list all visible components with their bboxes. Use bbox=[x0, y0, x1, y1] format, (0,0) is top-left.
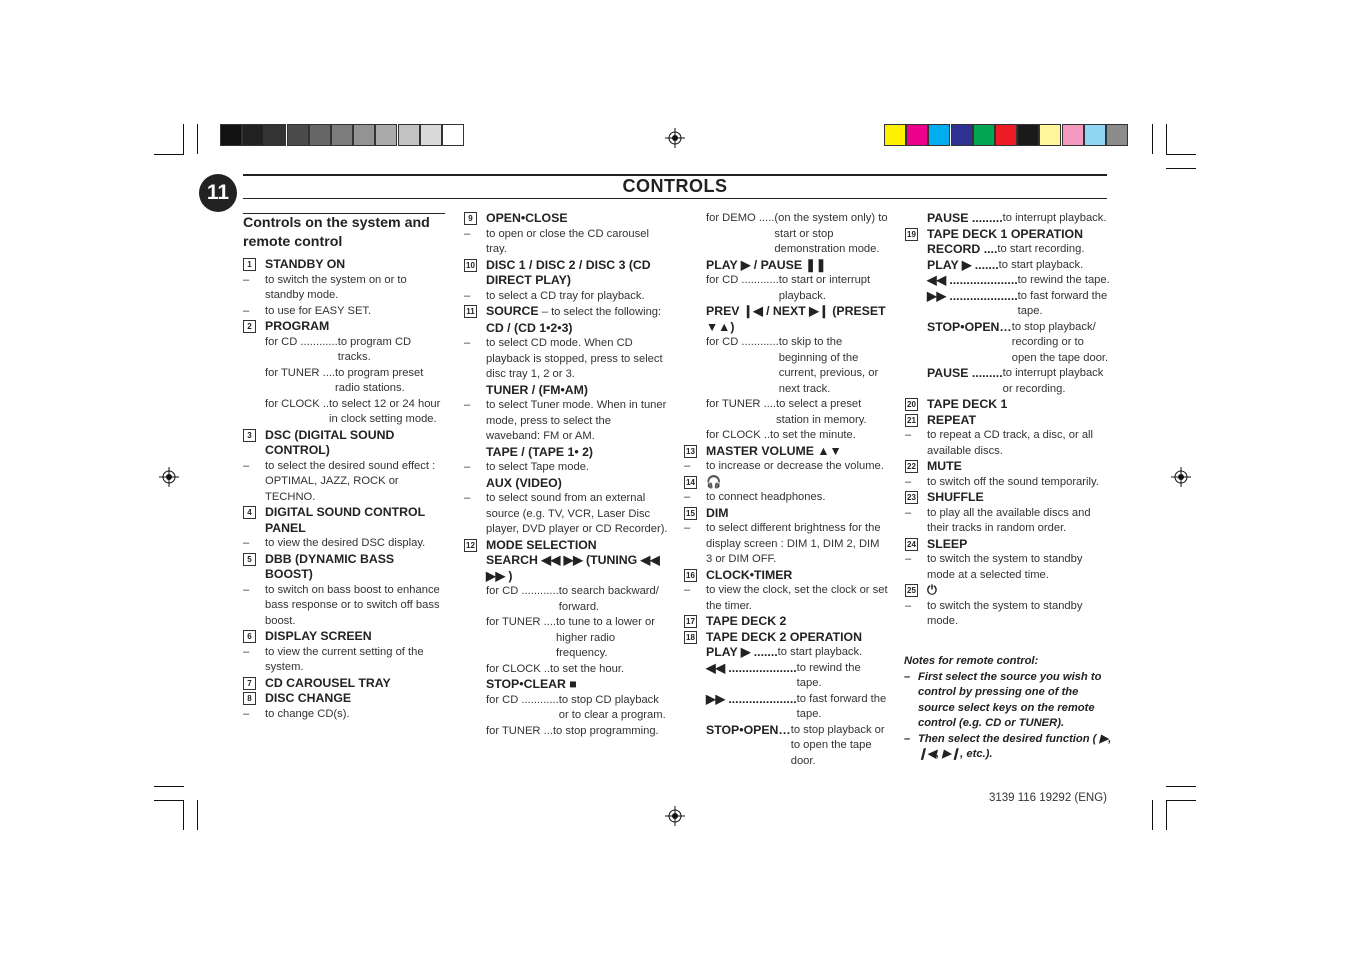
color-swatch bbox=[398, 124, 420, 146]
item-description: – to select CD mode. When CD playback is stopped, press to select disc tray 1, 2 or 3. bbox=[464, 336, 668, 383]
function-row bbox=[684, 428, 888, 444]
control-item bbox=[905, 583, 1110, 599]
item-number: 14 bbox=[684, 476, 697, 489]
control-item bbox=[905, 227, 1110, 243]
color-swatch bbox=[331, 124, 353, 146]
sub-item-label: PLAY ▶ / PAUSE ❚❚ bbox=[706, 257, 827, 272]
item-number: 24 bbox=[905, 538, 918, 551]
function-description: to start playback. bbox=[998, 258, 1084, 271]
function-description: to stop CD playback or to clear a program. bbox=[558, 693, 666, 721]
function-row bbox=[905, 289, 1110, 320]
color-swatch bbox=[906, 124, 928, 146]
function-description: to start recording. bbox=[997, 243, 1085, 255]
control-item bbox=[464, 211, 668, 227]
function-key: for TUNER ... bbox=[486, 724, 553, 737]
function-key: for CD ............ bbox=[706, 274, 779, 286]
function-row bbox=[905, 366, 1110, 397]
function-description: to interrupt playback or recording. bbox=[1002, 367, 1104, 395]
function-description: to program CD tracks. bbox=[337, 335, 412, 363]
sub-item-label: TUNER / (FM•AM) bbox=[486, 382, 588, 397]
function-key: for CD ............ bbox=[265, 335, 338, 348]
color-swatch bbox=[220, 124, 242, 146]
function-description: to rewind the tape. bbox=[1017, 274, 1110, 286]
item-number: 8 bbox=[243, 692, 256, 705]
color-swatch bbox=[884, 124, 906, 146]
item-label: DISC CHANGE bbox=[265, 691, 352, 705]
function-key: for CD ............ bbox=[706, 336, 779, 348]
item-label: REPEAT bbox=[927, 412, 976, 427]
function-key: ◀◀ .................... bbox=[706, 660, 797, 675]
item-number: 5 bbox=[243, 553, 256, 566]
control-item bbox=[684, 614, 888, 630]
control-item bbox=[905, 397, 1110, 413]
item-label: DISPLAY SCREEN bbox=[265, 629, 372, 643]
item-number: 3 bbox=[243, 429, 256, 442]
crop-mark bbox=[1166, 786, 1196, 787]
function-description: to start playback. bbox=[777, 646, 863, 658]
function-row bbox=[684, 211, 888, 258]
crop-mark bbox=[183, 800, 184, 830]
item-label: SHUFFLE bbox=[927, 490, 984, 504]
function-key: for DEMO ..... bbox=[706, 212, 775, 224]
item-label: SOURCE bbox=[486, 304, 539, 318]
item-number: 2 bbox=[243, 320, 256, 333]
document-code: 3139 116 19292 (ENG) bbox=[988, 792, 1107, 804]
color-swatch bbox=[442, 124, 464, 146]
sub-item-label: SEARCH ◀◀ ▶▶ (TUNING ◀◀ ▶▶ ) bbox=[486, 553, 660, 583]
function-description: to search backward/ forward. bbox=[558, 585, 659, 613]
color-swatch bbox=[973, 124, 995, 146]
function-description: to rewind the tape. bbox=[796, 661, 861, 689]
crop-mark bbox=[1166, 124, 1167, 154]
item-label: DBB (DYNAMIC BASS BOOST) bbox=[265, 551, 395, 581]
control-item bbox=[243, 691, 443, 707]
item-label: STANDBY ON bbox=[265, 257, 346, 271]
function-description: to set the hour. bbox=[550, 662, 625, 675]
item-number: 25 bbox=[905, 584, 918, 597]
item-label: MUTE bbox=[927, 459, 962, 473]
crop-mark bbox=[1166, 168, 1196, 169]
column-1 bbox=[243, 214, 443, 722]
item-label: CLOCK•TIMER bbox=[706, 567, 793, 582]
item-number: 10 bbox=[464, 259, 477, 272]
item-description: – to switch the system to standby mode. bbox=[905, 599, 1110, 630]
item-number: 15 bbox=[684, 507, 697, 520]
color-swatch bbox=[353, 124, 375, 146]
function-key: for CLOCK .. bbox=[265, 397, 330, 410]
crop-mark bbox=[154, 154, 184, 155]
remote-notes bbox=[904, 654, 1114, 763]
sub-item-label: CD / (CD 1•2•3) bbox=[486, 320, 573, 335]
function-row bbox=[243, 366, 443, 397]
function-key: PAUSE ......... bbox=[927, 366, 1003, 380]
control-item bbox=[684, 630, 888, 646]
color-swatch bbox=[1062, 124, 1084, 146]
item-label: DIM bbox=[706, 505, 729, 520]
control-item bbox=[905, 490, 1110, 506]
item-label: MASTER VOLUME ▲▼ bbox=[706, 443, 842, 458]
function-description: (on the system only) to start or stop demonstration mode. bbox=[774, 212, 888, 255]
item-number: 11 bbox=[464, 305, 477, 318]
function-description: to tune to a lower or higher radio frequency. bbox=[556, 616, 655, 659]
control-item bbox=[243, 676, 443, 692]
color-swatch bbox=[375, 124, 397, 146]
item-description: – to select the following: bbox=[538, 306, 662, 318]
item-label: ⏻ bbox=[927, 583, 937, 597]
item-number: 21 bbox=[905, 414, 918, 427]
crop-mark bbox=[1152, 124, 1153, 154]
control-item bbox=[684, 568, 888, 584]
crop-mark bbox=[154, 800, 184, 801]
color-swatch bbox=[1017, 124, 1039, 146]
item-description: – to open or close the CD carousel tray. bbox=[464, 227, 668, 258]
color-swatch bbox=[1106, 124, 1128, 146]
page-title: CONTROLS bbox=[622, 176, 728, 196]
crop-mark bbox=[183, 124, 184, 154]
crop-mark bbox=[154, 786, 184, 787]
registration-mark-icon bbox=[1171, 467, 1191, 487]
title-rule-bottom bbox=[243, 198, 1107, 199]
function-row bbox=[464, 724, 668, 740]
function-description: to skip to the beginning of the current, previous, or next track. bbox=[778, 336, 879, 395]
color-swatch bbox=[995, 124, 1017, 146]
function-row bbox=[243, 335, 443, 366]
crop-mark bbox=[1152, 800, 1153, 830]
item-number: 9 bbox=[464, 212, 477, 225]
function-row bbox=[684, 273, 888, 304]
function-key: for CLOCK .. bbox=[706, 429, 771, 441]
item-description: – to connect headphones. bbox=[684, 490, 888, 506]
item-label: MODE SELECTION bbox=[486, 537, 597, 552]
function-description: to start or interrupt playback. bbox=[778, 274, 871, 302]
function-description: to stop playback/ recording or to open the tape door. bbox=[1011, 320, 1109, 364]
function-row bbox=[464, 584, 668, 615]
item-description: – to change CD(s). bbox=[243, 707, 443, 723]
control-item bbox=[243, 505, 443, 536]
crop-mark bbox=[197, 124, 198, 154]
crop-mark bbox=[1166, 154, 1196, 155]
item-label: PROGRAM bbox=[265, 319, 330, 333]
crop-mark bbox=[197, 800, 198, 830]
notes-heading: Notes for remote control: bbox=[904, 655, 1039, 667]
item-description: – to increase or decrease the volume. bbox=[684, 459, 888, 475]
function-row bbox=[243, 397, 443, 428]
item-number: 4 bbox=[243, 506, 256, 519]
function-row bbox=[684, 335, 888, 397]
sub-item-label: STOP•CLEAR ■ bbox=[486, 677, 577, 691]
function-row bbox=[684, 397, 888, 428]
control-item bbox=[905, 413, 1110, 429]
function-description: to select a preset station in memory. bbox=[776, 398, 867, 426]
color-swatch bbox=[1039, 124, 1061, 146]
item-number: 23 bbox=[905, 491, 918, 504]
item-label: TAPE DECK 1 OPERATION bbox=[927, 226, 1084, 241]
function-description: to fast forward the tape. bbox=[1017, 289, 1108, 317]
page-number-badge: 11 bbox=[199, 174, 237, 212]
function-key: for TUNER .... bbox=[265, 366, 336, 379]
item-label: DIGITAL SOUND CONTROL PANEL bbox=[265, 505, 425, 535]
function-description: to stop playback or to open the tape door. bbox=[790, 723, 885, 767]
control-item bbox=[464, 304, 668, 321]
item-number: 6 bbox=[243, 630, 256, 643]
item-description: – to select the desired sound effect : OPTIMAL, JAZZ, ROCK or TECHNO. bbox=[243, 459, 443, 506]
registration-mark-icon bbox=[665, 128, 685, 148]
item-number: 17 bbox=[684, 615, 697, 628]
function-row bbox=[684, 692, 888, 723]
item-number: 18 bbox=[684, 631, 697, 644]
item-label: DISC 1 / DISC 2 / DISC 3 (CD DIRECT PLAY) bbox=[486, 257, 651, 287]
item-number: 16 bbox=[684, 569, 697, 582]
sub-item-label: AUX (VIDEO) bbox=[486, 475, 562, 490]
item-number: 12 bbox=[464, 539, 477, 552]
crop-mark bbox=[1166, 800, 1196, 801]
item-number: 7 bbox=[243, 677, 256, 690]
function-key: ◀◀ .................... bbox=[927, 273, 1018, 287]
function-row bbox=[464, 615, 668, 662]
item-description: – to select different brightness for the display screen : DIM 1, DIM 2, DIM 3 or DIM OFF. bbox=[684, 521, 888, 568]
item-label: 🎧 bbox=[706, 474, 722, 489]
item-number: 13 bbox=[684, 445, 697, 458]
control-item bbox=[243, 319, 443, 335]
note-item: – First select the source you wish to control by pressing one of the source select keys on the remote control (e.g. CD or TUNER). bbox=[904, 670, 1114, 732]
function-key: for TUNER .... bbox=[486, 616, 557, 628]
control-item bbox=[464, 258, 668, 289]
crop-mark bbox=[1166, 800, 1167, 830]
function-key: for CD ............ bbox=[486, 693, 559, 706]
function-row bbox=[464, 662, 668, 678]
sub-item-label: TAPE / (TAPE 1• 2) bbox=[486, 444, 594, 459]
control-item bbox=[684, 506, 888, 522]
item-description: – to switch the system on or to standby mode. bbox=[243, 273, 443, 304]
function-row bbox=[905, 273, 1110, 289]
function-description: to stop programming. bbox=[552, 724, 659, 737]
control-item bbox=[684, 475, 888, 491]
control-item bbox=[243, 629, 443, 645]
registration-mark-icon bbox=[665, 806, 685, 826]
function-key: for CLOCK .. bbox=[486, 662, 551, 675]
item-label: DSC (DIGITAL SOUND CONTROL) bbox=[265, 427, 395, 457]
function-description: to set the minute. bbox=[770, 429, 856, 441]
column-2 bbox=[464, 211, 668, 739]
item-description: – to view the clock, set the clock or set the timer. bbox=[684, 583, 888, 614]
function-row bbox=[905, 242, 1110, 258]
function-row bbox=[464, 693, 668, 724]
color-swatch bbox=[309, 124, 331, 146]
registration-mark-icon bbox=[159, 467, 179, 487]
item-label: TAPE DECK 2 bbox=[706, 614, 787, 628]
item-description: – to play all the available discs and their tracks in random order. bbox=[905, 506, 1110, 537]
item-description: – to select Tape mode. bbox=[464, 460, 668, 476]
color-swatch bbox=[287, 124, 309, 146]
function-description: to select 12 or 24 hour in clock setting mode. bbox=[329, 397, 441, 425]
item-number: 20 bbox=[905, 398, 918, 411]
item-description: – to select sound from an external source (e.g. TV, VCR, Laser Disc player, DVD player or CD Recorder). bbox=[464, 491, 668, 538]
color-swatch bbox=[420, 124, 442, 146]
item-description: – to select a CD tray for playback. bbox=[464, 289, 668, 305]
item-description: – to view the current setting of the system. bbox=[243, 645, 443, 676]
function-key: PAUSE ......... bbox=[927, 211, 1003, 225]
function-row bbox=[905, 320, 1110, 367]
function-row bbox=[905, 258, 1110, 274]
item-description: – to view the desired DSC display. bbox=[243, 536, 443, 552]
function-key: for CD ............ bbox=[486, 585, 559, 597]
function-key: STOP•OPEN… bbox=[706, 722, 791, 737]
item-number: 22 bbox=[905, 460, 918, 473]
item-number: 1 bbox=[243, 258, 256, 271]
control-item bbox=[905, 459, 1110, 475]
function-row bbox=[684, 645, 888, 661]
item-description: – to switch off the sound temporarily. bbox=[905, 475, 1110, 491]
note-item: – Then select the desired function ( ▶, ❙◀, ▶❙, etc.). bbox=[904, 732, 1114, 763]
control-item bbox=[243, 428, 443, 459]
item-label: TAPE DECK 1 bbox=[927, 397, 1008, 411]
item-description: – to repeat a CD track, a disc, or all available discs. bbox=[905, 428, 1110, 459]
control-item bbox=[905, 537, 1110, 553]
item-number: 19 bbox=[905, 228, 918, 241]
column-4 bbox=[905, 211, 1110, 630]
function-key: RECORD .... bbox=[927, 242, 998, 256]
control-item bbox=[243, 552, 443, 583]
section-subtitle: Controls on the system and remote control bbox=[243, 215, 430, 250]
function-key: PLAY ▶ ....... bbox=[927, 257, 999, 272]
color-swatch bbox=[928, 124, 950, 146]
item-description: – to select Tuner mode. When in tuner mode, press to select the waveband: FM or AM. bbox=[464, 398, 668, 445]
column-3 bbox=[684, 211, 888, 769]
item-label: OPEN•CLOSE bbox=[486, 211, 568, 225]
control-item bbox=[464, 538, 668, 554]
sub-item-label: PREV ❙◀ / NEXT ▶❙ (PRESET ▼▲) bbox=[706, 304, 886, 334]
function-key: ▶▶ .................... bbox=[706, 691, 797, 706]
function-row bbox=[684, 661, 888, 692]
function-description: to interrupt playback. bbox=[1002, 212, 1107, 224]
control-item bbox=[243, 257, 443, 273]
function-key: STOP•OPEN… bbox=[927, 319, 1012, 334]
function-key: PLAY ▶ ....... bbox=[706, 645, 778, 659]
item-label: SLEEP bbox=[927, 536, 968, 551]
color-swatch bbox=[1084, 124, 1106, 146]
function-row bbox=[905, 211, 1110, 227]
item-label: TAPE DECK 2 OPERATION bbox=[706, 629, 863, 644]
color-swatch bbox=[242, 124, 264, 146]
function-description: to program preset radio stations. bbox=[335, 366, 424, 394]
item-description: – to switch the system to standby mode at a selected time. bbox=[905, 552, 1110, 583]
item-description: – to use for EASY SET. bbox=[243, 304, 443, 320]
control-item bbox=[684, 444, 888, 460]
function-row bbox=[684, 723, 888, 770]
item-description: – to switch on bass boost to enhance bass response or to switch off bass boost. bbox=[243, 583, 443, 630]
item-label: CD CAROUSEL TRAY bbox=[265, 675, 391, 690]
color-swatch bbox=[264, 124, 286, 146]
color-swatch bbox=[951, 124, 973, 146]
function-key: ▶▶ .................... bbox=[927, 288, 1018, 303]
function-description: to fast forward the tape. bbox=[796, 692, 887, 720]
function-key: for TUNER .... bbox=[706, 398, 777, 410]
